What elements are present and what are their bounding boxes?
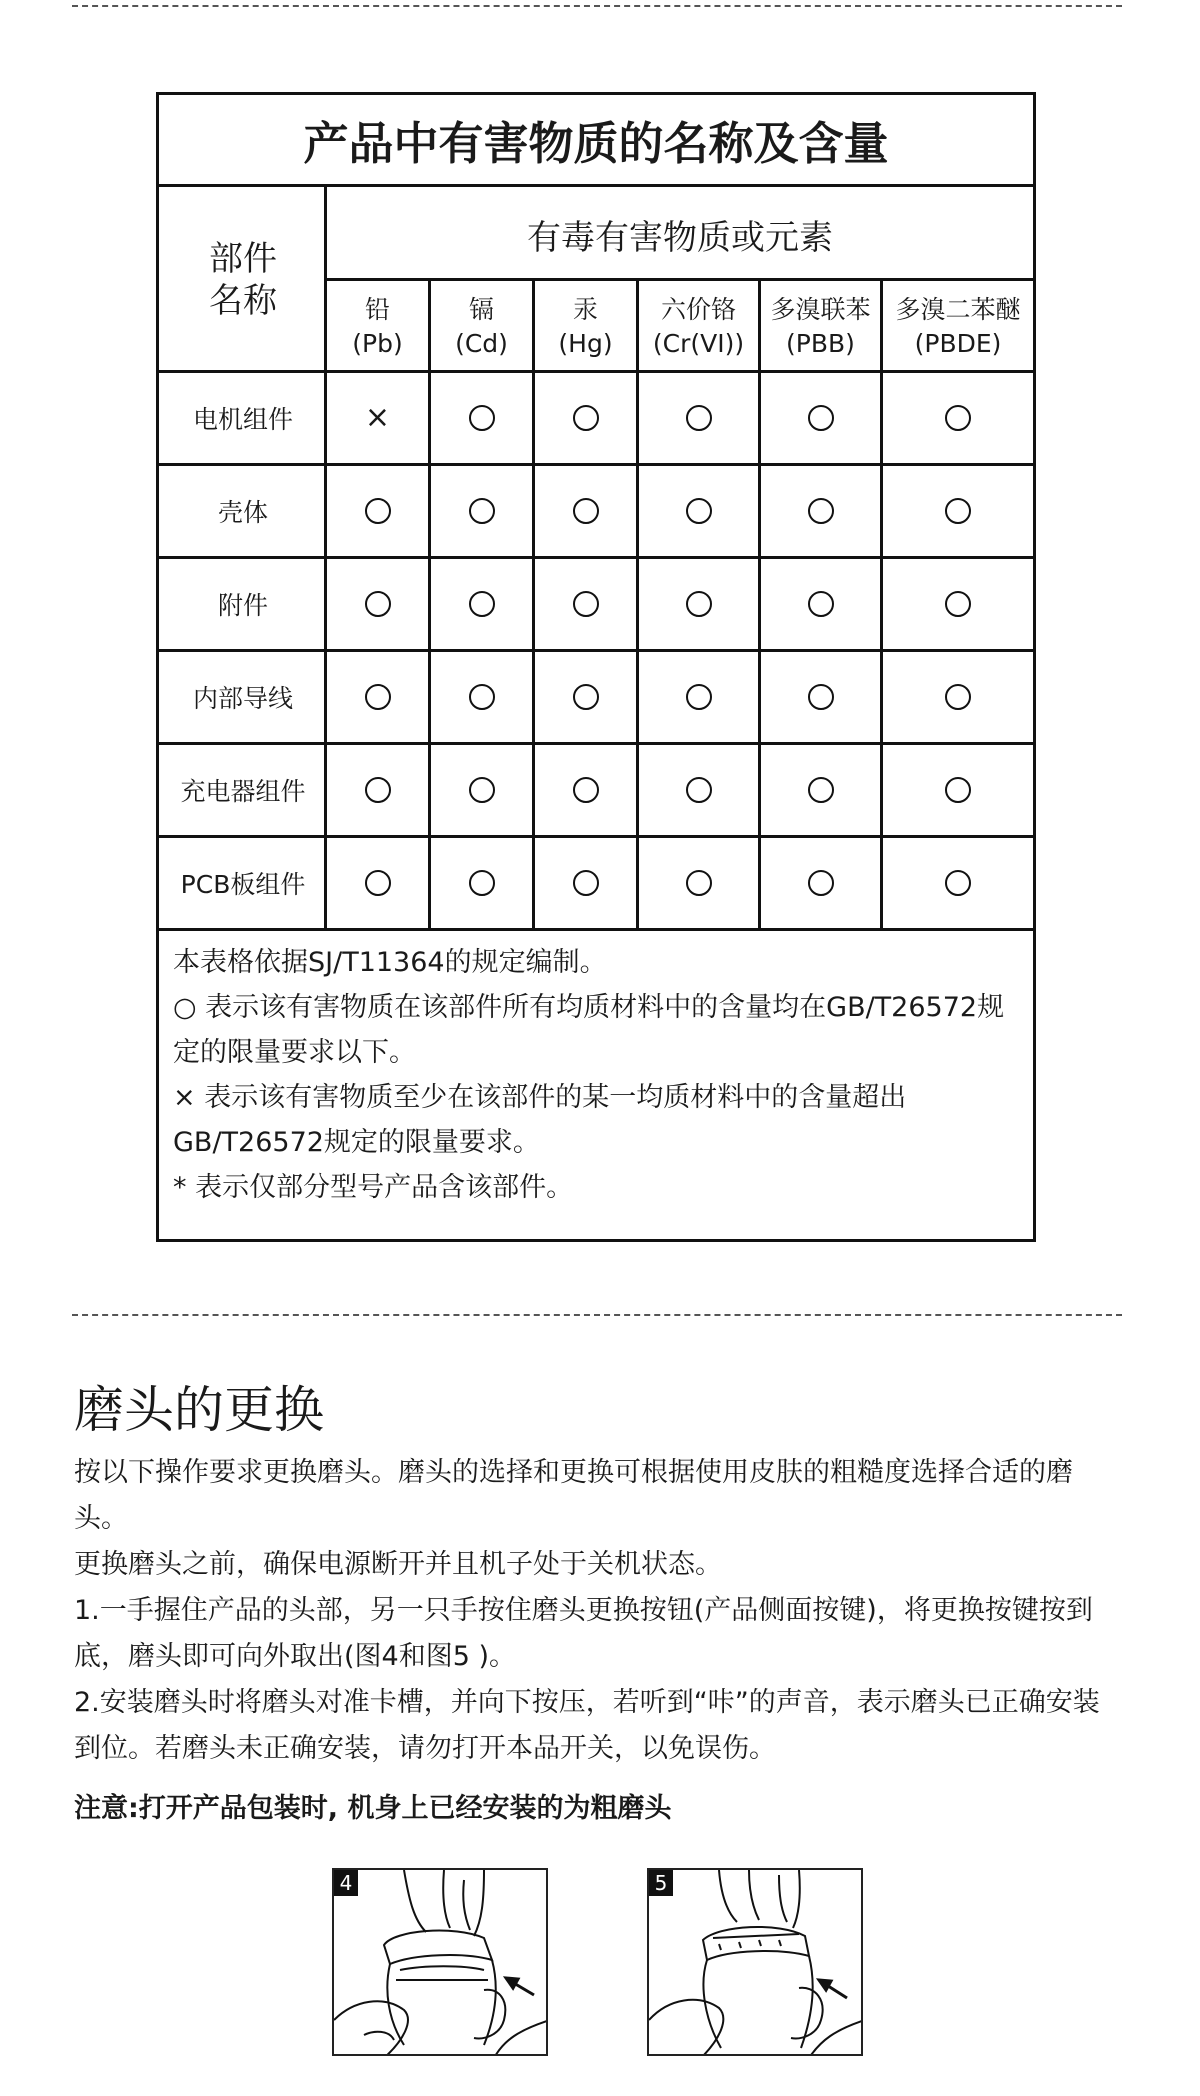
part-name-header <box>159 187 327 373</box>
column-header-4 <box>639 281 758 373</box>
part-name-header-text: 部件 名称 <box>209 239 277 321</box>
circle-icon <box>573 777 599 803</box>
within-limit-mark <box>639 373 758 463</box>
within-limit-mark <box>535 559 636 649</box>
within-limit-mark <box>431 373 532 463</box>
circle-icon <box>945 777 971 803</box>
note-circle: ○ 表示该有害物质在该部件所有均质材料中的含量均在GB/T26572规定的限量要求以下。 <box>173 992 1005 1068</box>
column-symbol: (Cr(VI)) <box>652 329 745 358</box>
circle-icon <box>469 591 495 617</box>
within-limit-mark <box>639 466 758 556</box>
within-limit-mark <box>535 652 636 742</box>
within-limit-mark <box>327 745 428 835</box>
row-part-name: 附件 <box>217 591 268 620</box>
circle-icon <box>365 777 391 803</box>
section-body <box>74 1450 1126 1772</box>
table-notes <box>173 940 1023 1210</box>
cross-icon: × <box>364 400 391 435</box>
note-asterisk: * 表示仅部分型号产品含该部件。 <box>173 1172 574 1203</box>
paragraph-intro: 按以下操作要求更换磨头。磨头的选择和更换可根据使用皮肤的粗糙度选择合适的磨头。 <box>74 1457 1073 1534</box>
within-limit-mark <box>761 466 880 556</box>
within-limit-mark <box>327 652 428 742</box>
circle-icon <box>686 684 712 710</box>
within-limit-mark <box>535 745 636 835</box>
within-limit-mark <box>431 466 532 556</box>
circle-icon <box>686 405 712 431</box>
head-removal-illustration <box>334 1870 548 2056</box>
section-note: 注意:打开产品包装时, 机身上已经安装的为粗磨头 <box>74 1793 672 1824</box>
section-title: 磨头的更换 <box>74 1381 324 1439</box>
figure-number: 4 <box>334 1870 358 1896</box>
column-header-1 <box>327 281 428 373</box>
circle-icon <box>365 498 391 524</box>
note-standard: 本表格依据SJ/T11364的规定编制。 <box>173 947 607 978</box>
within-limit-mark <box>431 652 532 742</box>
circle-icon <box>469 498 495 524</box>
within-limit-mark <box>639 838 758 928</box>
grid-line <box>159 928 1036 931</box>
column-name: 多溴二苯醚 <box>895 295 1021 324</box>
circle-icon <box>365 684 391 710</box>
circle-icon <box>808 591 834 617</box>
circle-icon <box>808 405 834 431</box>
column-symbol: (PBDE) <box>914 329 1002 358</box>
hazardous-substance-table <box>156 92 1036 1242</box>
circle-icon <box>945 498 971 524</box>
paragraph-step-2: 2.安装磨头时将磨头对准卡槽，并向下按压，若听到“咔”的声音，表示磨头已正确安装到位。若磨头未正确安装，请勿打开本品开关，以免误伤。 <box>74 1687 1100 1764</box>
circle-icon <box>365 591 391 617</box>
top-divider <box>72 5 1122 7</box>
circle-icon <box>469 777 495 803</box>
within-limit-mark <box>639 559 758 649</box>
within-limit-mark <box>883 559 1033 649</box>
exceeds-limit-mark <box>327 373 428 463</box>
circle-icon <box>808 870 834 896</box>
circle-icon <box>945 591 971 617</box>
row-part-name: 壳体 <box>217 498 268 527</box>
column-header-6 <box>883 281 1033 373</box>
column-symbol: (Pb) <box>352 329 403 358</box>
within-limit-mark <box>327 466 428 556</box>
paragraph-step-1: 1.一手握住产品的头部，另一只手按住磨头更换按钮(产品侧面按键)，将更换按键按到底，磨头即可向外取出(图4和图5 )。 <box>74 1595 1093 1672</box>
row-part-name: 充电器组件 <box>180 777 306 806</box>
within-limit-mark <box>535 838 636 928</box>
figure-4 <box>332 1868 548 2056</box>
column-name: 镉 <box>468 295 494 324</box>
circle-icon <box>469 684 495 710</box>
column-symbol: (PBB) <box>786 329 855 358</box>
within-limit-mark <box>535 373 636 463</box>
within-limit-mark <box>761 838 880 928</box>
circle-icon <box>686 870 712 896</box>
head-install-illustration <box>649 1870 863 2056</box>
circle-icon <box>945 684 971 710</box>
within-limit-mark <box>761 373 880 463</box>
circle-icon <box>945 405 971 431</box>
within-limit-mark <box>431 838 532 928</box>
figure-5 <box>647 1868 863 2056</box>
column-header-5 <box>761 281 880 373</box>
within-limit-mark <box>327 838 428 928</box>
circle-icon <box>686 591 712 617</box>
circle-icon <box>573 591 599 617</box>
column-name: 多溴联苯 <box>770 295 871 324</box>
within-limit-mark <box>535 466 636 556</box>
within-limit-mark <box>883 373 1033 463</box>
circle-icon <box>365 870 391 896</box>
within-limit-mark <box>431 559 532 649</box>
within-limit-mark <box>883 466 1033 556</box>
column-name: 铅 <box>364 295 390 324</box>
within-limit-mark <box>761 745 880 835</box>
column-header-3 <box>535 281 636 373</box>
within-limit-mark <box>761 559 880 649</box>
substance-group-header: 有毒有害物质或元素 <box>527 217 833 258</box>
figure-number: 5 <box>649 1870 673 1896</box>
row-part-name: 电机组件 <box>192 405 293 434</box>
within-limit-mark <box>639 652 758 742</box>
column-name: 汞 <box>572 295 598 324</box>
section-divider <box>72 1314 1122 1316</box>
circle-icon <box>808 498 834 524</box>
within-limit-mark <box>761 652 880 742</box>
within-limit-mark <box>639 745 758 835</box>
row-part-name: PCB板组件 <box>180 870 306 899</box>
circle-icon <box>573 405 599 431</box>
circle-icon <box>573 498 599 524</box>
within-limit-mark <box>883 745 1033 835</box>
column-name: 六价铬 <box>660 295 736 324</box>
circle-icon <box>573 870 599 896</box>
circle-icon <box>686 498 712 524</box>
circle-icon <box>686 777 712 803</box>
circle-icon <box>808 684 834 710</box>
column-symbol: (Cd) <box>455 329 508 358</box>
circle-icon <box>945 870 971 896</box>
column-header-2 <box>431 281 532 373</box>
row-part-name: 内部导线 <box>192 684 293 713</box>
table-title: 产品中有害物质的名称及含量 <box>159 95 1033 187</box>
circle-icon <box>573 684 599 710</box>
circle-icon <box>808 777 834 803</box>
within-limit-mark <box>883 838 1033 928</box>
column-symbol: (Hg) <box>558 329 613 358</box>
within-limit-mark <box>431 745 532 835</box>
within-limit-mark <box>883 652 1033 742</box>
circle-icon <box>469 405 495 431</box>
circle-icon <box>469 870 495 896</box>
within-limit-mark <box>327 559 428 649</box>
paragraph-power: 更换磨头之前，确保电源断开并且机子处于关机状态。 <box>74 1549 722 1580</box>
note-cross: × 表示该有害物质至少在该部件的某一均质材料中的含量超出GB/T26572规定的限量要求。 <box>173 1082 907 1158</box>
